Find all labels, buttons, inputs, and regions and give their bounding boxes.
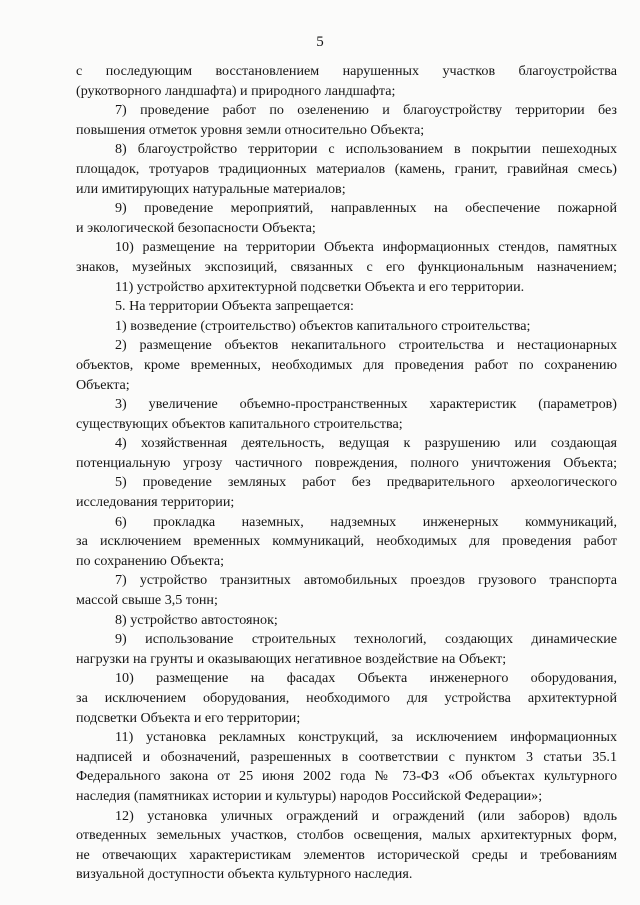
- text-line: 9) проведение мероприятий, направленных на обеспечение пожарной: [115, 200, 617, 217]
- text-line: 10) размещение на территории Объекта информационных стендов, памятных: [115, 239, 617, 256]
- text-line: потенциальную угрозу частичного повреждения, полного уничтожения Объекта;: [76, 454, 617, 471]
- text-line: 7) проведение работ по озеленению и благоустройству территории без: [115, 102, 617, 119]
- text-line: исследования территории;: [76, 494, 235, 511]
- text-line: 3) увеличение объемно-пространственных характеристик (параметров): [115, 396, 617, 413]
- text-line: по сохранению Объекта;: [76, 552, 225, 569]
- text-line: 4) хозяйственная деятельность, ведущая к разрушению или создающая: [115, 435, 617, 452]
- text-line: 7) устройство транзитных автомобильных проездов грузового транспорта: [115, 572, 617, 589]
- text-line: 12) установка уличных ограждений и ограждений (или заборов) вдоль: [115, 807, 617, 824]
- text-line: надписей и обозначений, разрешенных в соответствии с пунктом 3 статьи 35.1: [76, 748, 617, 765]
- text-line: Федерального закона от 25 июня 2002 года № 73-ФЗ «Об объектах культурного: [76, 768, 617, 785]
- text-line: повышения отметок уровня земли относительно Объекта;: [76, 121, 425, 138]
- text-line: массой свыше 3,5 тонн;: [76, 592, 218, 609]
- page-number: 5: [316, 34, 324, 50]
- text-line: 11) устройство архитектурной подсветки Объекта и его территории.: [115, 278, 525, 295]
- text-line: 11) установка рекламных конструкций, за исключением информационных: [115, 729, 617, 746]
- text-line: нагрузки на грунты и оказывающих негативное воздействие на Объект;: [76, 650, 507, 667]
- text-line: с последующим восстановлением нарушенных участков благоустройства: [76, 63, 617, 79]
- text-line: наследия (памятниках истории и культуры) народов Российской Федерации»;: [76, 787, 543, 804]
- text-line: 5. На территории Объекта запрещается:: [115, 298, 354, 315]
- text-line: знаков, музейных экспозиций, связанных с его функциональным назначением;: [76, 258, 617, 275]
- text-line: 5) проведение земляных работ без предварительного археологического: [115, 474, 617, 491]
- text-line: или имитирующих натуральные материалов;: [76, 180, 346, 197]
- text-line: не отвечающих характеристикам элементов исторической среды и требованиям: [76, 846, 617, 863]
- text-line: объектов, кроме временных, необходимых для проведения работ по сохранению: [76, 356, 617, 373]
- text-line: визуальной доступности объекта культурного наследия.: [76, 866, 413, 883]
- text-line: Объекта;: [76, 376, 130, 393]
- text-line: 2) размещение объектов некапитального строительства и нестационарных: [115, 337, 617, 354]
- text-line: отведенных земельных участков, столбов освещения, малых архитектурных форм,: [76, 827, 617, 844]
- text-line: 9) использование строительных технологий, создающих динамические: [115, 631, 617, 648]
- text-line: 6) прокладка наземных, надземных инженерных коммуникаций,: [115, 513, 617, 530]
- text-line: площадок, тротуаров традиционных материалов (камень, гранит, гравийная смесь): [76, 160, 617, 177]
- text-line: и экологической безопасности Объекта;: [76, 219, 316, 236]
- text-line: 1) возведение (строительство) объектов капитального строительства;: [115, 317, 531, 334]
- text-line: за исключением временных коммуникаций, необходимых для проведения работ: [76, 533, 617, 550]
- text-line: подсветки Объекта и его территории;: [76, 709, 301, 726]
- text-line: 10) размещение на фасадах Объекта инженерного оборудования,: [115, 670, 617, 687]
- text-line: 8) благоустройство территории с использованием в покрытии пешеходных: [115, 141, 617, 158]
- text-line: существующих объектов капитального строительства;: [76, 415, 403, 432]
- text-line: 8) устройство автостоянок;: [115, 611, 278, 628]
- text-line: (рукотворного ландшафта) и природного ландшафта;: [76, 82, 396, 99]
- text-line: за исключением оборудования, необходимого для устройства архитектурной: [76, 690, 617, 706]
- document-body: [76, 62, 617, 885]
